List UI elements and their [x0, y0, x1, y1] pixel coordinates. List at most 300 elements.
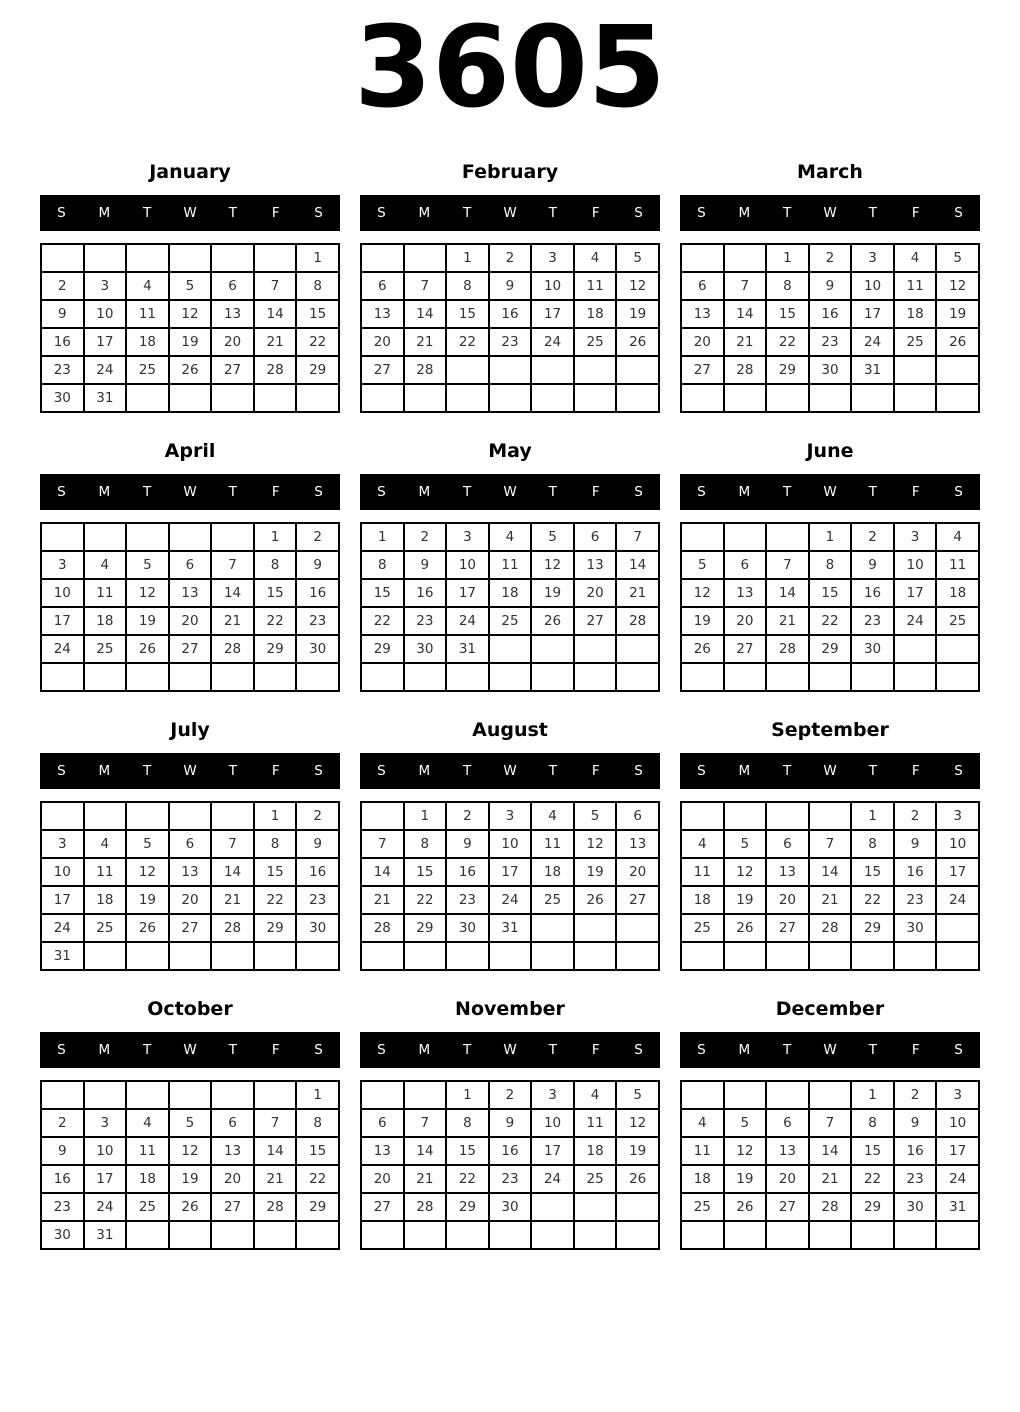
- day-cell: 21: [809, 1165, 852, 1193]
- day-cell: 22: [446, 1165, 489, 1193]
- day-cell: 15: [404, 858, 447, 886]
- day-cell: 21: [809, 886, 852, 914]
- day-cell: 2: [489, 1081, 532, 1109]
- week-row: [361, 244, 659, 272]
- day-cell: 8: [766, 272, 809, 300]
- week-row: [361, 858, 659, 886]
- day-cell: 25: [489, 607, 532, 635]
- weekday-label: S: [377, 1042, 386, 1059]
- day-cell: 28: [766, 635, 809, 663]
- day-cell: [851, 1221, 894, 1249]
- day-cell: 11: [574, 272, 617, 300]
- weekday-label: S: [634, 205, 643, 222]
- day-cell: 13: [574, 551, 617, 579]
- day-cell: 17: [851, 300, 894, 328]
- day-cell: 30: [894, 1193, 937, 1221]
- day-cell: [296, 663, 339, 691]
- day-cell: [809, 802, 852, 830]
- month-title: April: [164, 440, 216, 463]
- weekday-label: T: [463, 1042, 472, 1059]
- day-cell: [724, 1081, 767, 1109]
- week-row: [681, 244, 979, 272]
- month-title: February: [461, 161, 559, 184]
- day-cell: 21: [616, 579, 659, 607]
- day-cell: [126, 802, 169, 830]
- day-cell: [936, 356, 979, 384]
- days-grid: [360, 801, 660, 971]
- day-cell: 13: [724, 579, 767, 607]
- day-cell: [489, 942, 532, 970]
- day-cell: 25: [531, 886, 574, 914]
- day-cell: [681, 802, 724, 830]
- day-cell: 14: [254, 300, 297, 328]
- day-cell: [681, 1081, 724, 1109]
- weekday-label: F: [271, 1042, 280, 1059]
- day-cell: 15: [851, 1137, 894, 1165]
- week-row: [681, 1165, 979, 1193]
- day-cell: 26: [616, 1165, 659, 1193]
- day-cell: 9: [489, 272, 532, 300]
- day-cell: [211, 523, 254, 551]
- day-cell: 3: [446, 523, 489, 551]
- day-cell: 21: [254, 328, 297, 356]
- day-cell: [211, 942, 254, 970]
- day-cell: 6: [361, 272, 404, 300]
- day-cell: 1: [254, 523, 297, 551]
- day-cell: 8: [296, 272, 339, 300]
- day-cell: [809, 1081, 852, 1109]
- day-cell: 14: [766, 579, 809, 607]
- day-cell: 10: [531, 272, 574, 300]
- month-title: June: [806, 440, 854, 463]
- day-cell: 17: [936, 858, 979, 886]
- weekday-header-row: [680, 195, 980, 231]
- weekday-header-row: [40, 195, 340, 231]
- day-cell: 31: [851, 356, 894, 384]
- day-cell: 10: [936, 830, 979, 858]
- week-row: [361, 356, 659, 384]
- day-cell: 13: [766, 858, 809, 886]
- day-cell: 23: [41, 356, 84, 384]
- day-cell: [531, 384, 574, 412]
- day-cell: 29: [766, 356, 809, 384]
- day-cell: 5: [126, 551, 169, 579]
- month-calendar: [40, 147, 340, 413]
- weekday-label: T: [548, 205, 557, 222]
- day-cell: [404, 942, 447, 970]
- day-cell: [574, 635, 617, 663]
- weekday-label: F: [911, 205, 920, 222]
- day-cell: [296, 384, 339, 412]
- day-cell: 28: [404, 356, 447, 384]
- days-grid: [360, 1080, 660, 1250]
- week-row: [41, 635, 339, 663]
- week-row: [681, 1193, 979, 1221]
- day-cell: 19: [616, 1137, 659, 1165]
- week-row: [361, 886, 659, 914]
- day-cell: 14: [404, 300, 447, 328]
- day-cell: 2: [41, 1109, 84, 1137]
- day-cell: [766, 942, 809, 970]
- day-cell: 13: [169, 858, 212, 886]
- day-cell: 11: [84, 579, 127, 607]
- day-cell: 4: [84, 551, 127, 579]
- day-cell: [531, 635, 574, 663]
- day-cell: [126, 244, 169, 272]
- day-cell: 17: [84, 1165, 127, 1193]
- day-cell: [254, 244, 297, 272]
- day-cell: [126, 663, 169, 691]
- day-cell: [766, 1221, 809, 1249]
- day-cell: 1: [851, 1081, 894, 1109]
- day-cell: 1: [766, 244, 809, 272]
- day-cell: 15: [446, 1137, 489, 1165]
- day-cell: 15: [766, 300, 809, 328]
- weekday-header-row: [680, 474, 980, 510]
- day-cell: 11: [681, 1137, 724, 1165]
- day-cell: 19: [724, 1165, 767, 1193]
- day-cell: 9: [489, 1109, 532, 1137]
- weekday-label: T: [143, 1042, 152, 1059]
- day-cell: 8: [361, 551, 404, 579]
- day-cell: 17: [489, 858, 532, 886]
- day-cell: [936, 663, 979, 691]
- day-cell: [724, 1221, 767, 1249]
- week-row: [681, 551, 979, 579]
- day-cell: 14: [809, 858, 852, 886]
- day-cell: 16: [41, 328, 84, 356]
- day-cell: 22: [254, 607, 297, 635]
- day-cell: 11: [126, 1137, 169, 1165]
- day-cell: 5: [616, 1081, 659, 1109]
- day-cell: 24: [851, 328, 894, 356]
- day-cell: [361, 1221, 404, 1249]
- day-cell: 28: [404, 1193, 447, 1221]
- day-cell: 27: [211, 356, 254, 384]
- day-cell: 8: [446, 272, 489, 300]
- day-cell: [531, 914, 574, 942]
- weekday-label: M: [738, 205, 751, 222]
- day-cell: 3: [936, 802, 979, 830]
- day-cell: [489, 635, 532, 663]
- week-row: [41, 942, 339, 970]
- day-cell: 15: [361, 579, 404, 607]
- day-cell: 12: [616, 1109, 659, 1137]
- day-cell: 3: [84, 1109, 127, 1137]
- day-cell: [169, 384, 212, 412]
- month-title: October: [147, 998, 233, 1021]
- day-cell: [894, 1221, 937, 1249]
- day-cell: 11: [126, 300, 169, 328]
- day-cell: [446, 942, 489, 970]
- day-cell: [126, 1081, 169, 1109]
- day-cell: 27: [211, 1193, 254, 1221]
- day-cell: 18: [126, 1165, 169, 1193]
- day-cell: [84, 244, 127, 272]
- day-cell: [296, 1221, 339, 1249]
- day-cell: 26: [169, 356, 212, 384]
- day-cell: 8: [851, 1109, 894, 1137]
- day-cell: 25: [126, 356, 169, 384]
- day-cell: [616, 384, 659, 412]
- weekday-header-row: [360, 474, 660, 510]
- day-cell: 10: [84, 1137, 127, 1165]
- week-row: [41, 328, 339, 356]
- day-cell: 6: [211, 1109, 254, 1137]
- day-cell: 20: [169, 607, 212, 635]
- day-cell: [574, 1221, 617, 1249]
- day-cell: 2: [894, 1081, 937, 1109]
- weekday-label: T: [463, 763, 472, 780]
- day-cell: 30: [446, 914, 489, 942]
- day-cell: 19: [126, 886, 169, 914]
- week-row: [41, 802, 339, 830]
- week-row: [681, 300, 979, 328]
- day-cell: 1: [254, 802, 297, 830]
- weekday-label: F: [911, 1042, 920, 1059]
- day-cell: 18: [84, 886, 127, 914]
- weekday-label: T: [868, 1042, 877, 1059]
- day-cell: [254, 1221, 297, 1249]
- week-row: [361, 1221, 659, 1249]
- day-cell: [574, 663, 617, 691]
- day-cell: 23: [894, 1165, 937, 1193]
- day-cell: 8: [809, 551, 852, 579]
- weekday-label: M: [98, 205, 111, 222]
- day-cell: [404, 1081, 447, 1109]
- week-row: [41, 1137, 339, 1165]
- weekday-label: M: [418, 1042, 431, 1059]
- day-cell: 4: [681, 1109, 724, 1137]
- day-cell: 14: [724, 300, 767, 328]
- day-cell: [616, 942, 659, 970]
- day-cell: 15: [296, 1137, 339, 1165]
- weekday-label: W: [503, 484, 517, 501]
- weekday-label: T: [548, 1042, 557, 1059]
- day-cell: 18: [126, 328, 169, 356]
- day-cell: 19: [126, 607, 169, 635]
- day-cell: 25: [894, 328, 937, 356]
- day-cell: 22: [296, 328, 339, 356]
- day-cell: [126, 942, 169, 970]
- day-cell: 15: [809, 579, 852, 607]
- day-cell: 7: [404, 1109, 447, 1137]
- day-cell: 27: [169, 914, 212, 942]
- day-cell: 16: [894, 1137, 937, 1165]
- day-cell: [894, 356, 937, 384]
- day-cell: 14: [211, 579, 254, 607]
- day-cell: 25: [84, 914, 127, 942]
- day-cell: [724, 523, 767, 551]
- week-row: [41, 1221, 339, 1249]
- day-cell: [169, 523, 212, 551]
- weekday-label: S: [57, 484, 66, 501]
- day-cell: [211, 663, 254, 691]
- day-cell: [361, 244, 404, 272]
- day-cell: 26: [126, 635, 169, 663]
- day-cell: 4: [126, 1109, 169, 1137]
- day-cell: 16: [296, 858, 339, 886]
- day-cell: 21: [254, 1165, 297, 1193]
- day-cell: [296, 942, 339, 970]
- day-cell: [404, 663, 447, 691]
- weekday-label: S: [954, 1042, 963, 1059]
- day-cell: 23: [41, 1193, 84, 1221]
- weekday-label: F: [591, 205, 600, 222]
- day-cell: [766, 1081, 809, 1109]
- weekday-label: S: [377, 484, 386, 501]
- day-cell: 1: [851, 802, 894, 830]
- day-cell: 22: [446, 328, 489, 356]
- day-cell: 15: [851, 858, 894, 886]
- day-cell: 23: [894, 886, 937, 914]
- week-row: [41, 384, 339, 412]
- day-cell: 7: [809, 830, 852, 858]
- day-cell: [724, 802, 767, 830]
- day-cell: 14: [809, 1137, 852, 1165]
- week-row: [41, 356, 339, 384]
- day-cell: 11: [574, 1109, 617, 1137]
- day-cell: 5: [724, 1109, 767, 1137]
- day-cell: 30: [894, 914, 937, 942]
- week-row: [681, 607, 979, 635]
- day-cell: 12: [681, 579, 724, 607]
- day-cell: 8: [296, 1109, 339, 1137]
- weekday-label: S: [954, 763, 963, 780]
- day-cell: [169, 1221, 212, 1249]
- day-cell: [489, 1221, 532, 1249]
- day-cell: 30: [851, 635, 894, 663]
- day-cell: 30: [41, 1221, 84, 1249]
- week-row: [41, 272, 339, 300]
- day-cell: 20: [766, 886, 809, 914]
- day-cell: 20: [724, 607, 767, 635]
- day-cell: 6: [616, 802, 659, 830]
- weekday-label: T: [548, 484, 557, 501]
- day-cell: [681, 1221, 724, 1249]
- day-cell: 31: [84, 1221, 127, 1249]
- day-cell: 28: [361, 914, 404, 942]
- day-cell: 3: [531, 1081, 574, 1109]
- day-cell: 9: [296, 830, 339, 858]
- day-cell: 7: [404, 272, 447, 300]
- day-cell: 20: [766, 1165, 809, 1193]
- day-cell: [574, 942, 617, 970]
- weekday-label: T: [463, 205, 472, 222]
- day-cell: 6: [574, 523, 617, 551]
- day-cell: [211, 384, 254, 412]
- day-cell: 3: [84, 272, 127, 300]
- weekday-label: S: [57, 763, 66, 780]
- weekday-label: T: [463, 484, 472, 501]
- day-cell: 23: [296, 607, 339, 635]
- day-cell: 16: [894, 858, 937, 886]
- day-cell: 15: [296, 300, 339, 328]
- days-grid: [40, 801, 340, 971]
- weekday-label: T: [143, 763, 152, 780]
- day-cell: 1: [296, 244, 339, 272]
- day-cell: 8: [254, 551, 297, 579]
- days-grid: [360, 243, 660, 413]
- day-cell: 9: [296, 551, 339, 579]
- day-cell: 11: [531, 830, 574, 858]
- week-row: [681, 384, 979, 412]
- day-cell: 4: [574, 244, 617, 272]
- day-cell: 13: [616, 830, 659, 858]
- weekday-header-row: [40, 1032, 340, 1068]
- weekday-label: M: [418, 763, 431, 780]
- day-cell: [724, 384, 767, 412]
- day-cell: 29: [296, 356, 339, 384]
- days-grid: [360, 522, 660, 692]
- day-cell: 19: [574, 858, 617, 886]
- day-cell: 24: [531, 328, 574, 356]
- week-row: [41, 607, 339, 635]
- day-cell: 10: [531, 1109, 574, 1137]
- month-calendar: [360, 426, 660, 692]
- day-cell: 16: [296, 579, 339, 607]
- weekday-label: T: [228, 484, 237, 501]
- day-cell: 18: [531, 858, 574, 886]
- days-grid: [680, 522, 980, 692]
- day-cell: 27: [574, 607, 617, 635]
- days-grid: [40, 522, 340, 692]
- day-cell: 2: [894, 802, 937, 830]
- day-cell: [126, 384, 169, 412]
- day-cell: 20: [616, 858, 659, 886]
- week-row: [41, 523, 339, 551]
- day-cell: 16: [851, 579, 894, 607]
- day-cell: 3: [894, 523, 937, 551]
- day-cell: [616, 914, 659, 942]
- day-cell: [616, 356, 659, 384]
- day-cell: 2: [851, 523, 894, 551]
- day-cell: 2: [41, 272, 84, 300]
- day-cell: 14: [616, 551, 659, 579]
- day-cell: 22: [254, 886, 297, 914]
- week-row: [361, 802, 659, 830]
- day-cell: 12: [724, 1137, 767, 1165]
- day-cell: 30: [41, 384, 84, 412]
- day-cell: 27: [681, 356, 724, 384]
- day-cell: 23: [296, 886, 339, 914]
- day-cell: 26: [616, 328, 659, 356]
- day-cell: 8: [446, 1109, 489, 1137]
- month-calendar: [680, 426, 980, 692]
- day-cell: 31: [84, 384, 127, 412]
- day-cell: [936, 384, 979, 412]
- week-row: [361, 635, 659, 663]
- day-cell: 3: [489, 802, 532, 830]
- day-cell: 9: [41, 1137, 84, 1165]
- day-cell: 24: [894, 607, 937, 635]
- week-row: [681, 802, 979, 830]
- day-cell: 16: [809, 300, 852, 328]
- weekday-label: M: [738, 1042, 751, 1059]
- weekday-label: M: [418, 484, 431, 501]
- day-cell: [361, 1081, 404, 1109]
- day-cell: 7: [254, 1109, 297, 1137]
- day-cell: [894, 942, 937, 970]
- day-cell: 3: [851, 244, 894, 272]
- week-row: [41, 1193, 339, 1221]
- day-cell: 17: [936, 1137, 979, 1165]
- day-cell: 31: [936, 1193, 979, 1221]
- day-cell: 1: [446, 1081, 489, 1109]
- day-cell: 26: [126, 914, 169, 942]
- weekday-label: T: [228, 763, 237, 780]
- day-cell: 7: [361, 830, 404, 858]
